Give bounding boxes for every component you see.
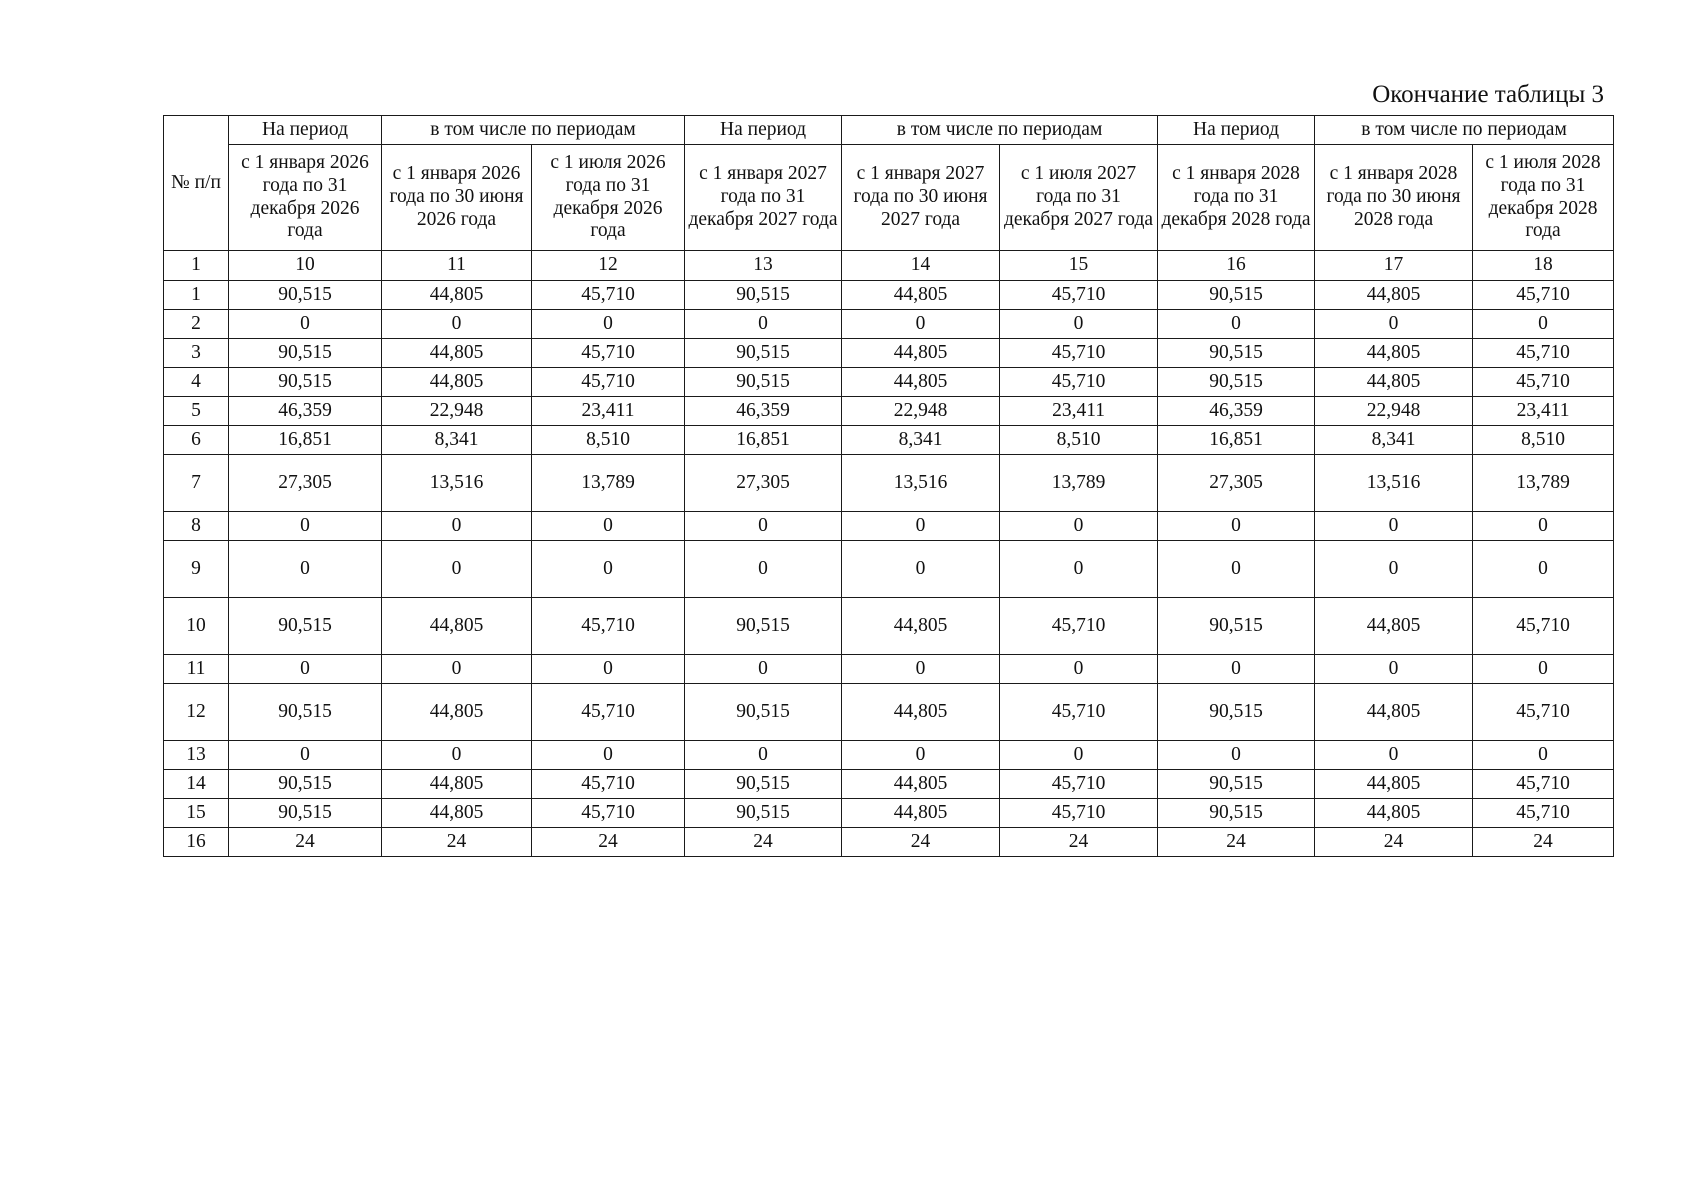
table-cell: 0 [532, 512, 685, 541]
table-cell: 13,516 [1315, 455, 1473, 512]
table-cell: 44,805 [842, 598, 1000, 655]
table-cell: 8,341 [1315, 426, 1473, 455]
table-row [164, 655, 1614, 684]
table-cell: 90,515 [1158, 368, 1315, 397]
table-cell: 0 [1315, 655, 1473, 684]
table-cell: 90,515 [229, 598, 382, 655]
row-number-cell: 9 [164, 541, 229, 598]
table-cell: 90,515 [685, 770, 842, 799]
row-number-cell: 1 [164, 281, 229, 310]
table-cell: 0 [1000, 310, 1158, 339]
table-cell: 13,789 [1000, 455, 1158, 512]
table-row [164, 339, 1614, 368]
table-cell: 90,515 [685, 339, 842, 368]
table-cell: 90,515 [229, 368, 382, 397]
row-number-cell: 5 [164, 397, 229, 426]
table-cell: 0 [1315, 741, 1473, 770]
table-cell: 0 [382, 310, 532, 339]
table-cell: 24 [1473, 828, 1614, 857]
column-number-cell: 1 [164, 251, 229, 281]
table-cell: 45,710 [532, 339, 685, 368]
table-cell: 24 [229, 828, 382, 857]
table-cell: 16,851 [229, 426, 382, 455]
table-row [164, 426, 1614, 455]
column-number-cell: 14 [842, 251, 1000, 281]
header-total-2027: На период [685, 116, 842, 145]
column-number-cell: 15 [1000, 251, 1158, 281]
table-cell: 44,805 [382, 770, 532, 799]
table-cell: 45,710 [1000, 770, 1158, 799]
table-cell: 90,515 [1158, 770, 1315, 799]
table-cell: 44,805 [382, 799, 532, 828]
table-cell: 44,805 [842, 770, 1000, 799]
table-cell: 0 [382, 541, 532, 598]
table-cell: 0 [1158, 541, 1315, 598]
table-row [164, 598, 1614, 655]
header-subgroup-2028: в том числе по периодам [1315, 116, 1614, 145]
table-cell: 0 [842, 741, 1000, 770]
table-cell: 0 [1000, 541, 1158, 598]
table-row [164, 368, 1614, 397]
table-cell: 0 [532, 655, 685, 684]
table-cell: 0 [842, 541, 1000, 598]
header-half2-2027: с 1 июля 2027 года по 31 декабря 2027 года [1000, 145, 1158, 251]
table-cell: 0 [1158, 741, 1315, 770]
table-cell: 13,789 [1473, 455, 1614, 512]
column-number-cell: 13 [685, 251, 842, 281]
table-cell: 44,805 [1315, 598, 1473, 655]
table-cell: 24 [1000, 828, 1158, 857]
table-row [164, 455, 1614, 512]
table-cell: 0 [842, 310, 1000, 339]
table-cell: 22,948 [842, 397, 1000, 426]
table-row [164, 684, 1614, 741]
table-cell: 90,515 [1158, 799, 1315, 828]
table-cell: 0 [382, 655, 532, 684]
table-row [164, 281, 1614, 310]
table-cell: 22,948 [1315, 397, 1473, 426]
table-cell: 8,341 [842, 426, 1000, 455]
table-cell: 90,515 [685, 368, 842, 397]
table-row [164, 397, 1614, 426]
row-number-cell: 16 [164, 828, 229, 857]
table-cell: 45,710 [532, 281, 685, 310]
table-cell: 90,515 [229, 799, 382, 828]
column-number-cell: 17 [1315, 251, 1473, 281]
table-row [164, 741, 1614, 770]
table-cell: 0 [1158, 512, 1315, 541]
table-cell: 90,515 [685, 598, 842, 655]
table-cell: 13,516 [842, 455, 1000, 512]
table-row [164, 512, 1614, 541]
table-cell: 0 [1473, 655, 1614, 684]
table-cell: 90,515 [1158, 281, 1315, 310]
table-cell: 0 [1158, 310, 1315, 339]
table-cell: 90,515 [685, 799, 842, 828]
table-cell: 13,516 [382, 455, 532, 512]
table-cell: 46,359 [229, 397, 382, 426]
table-cell: 44,805 [1315, 770, 1473, 799]
table-cell: 44,805 [1315, 684, 1473, 741]
table-cell: 27,305 [1158, 455, 1315, 512]
table-cell: 45,710 [532, 770, 685, 799]
table-cell: 44,805 [1315, 281, 1473, 310]
column-number-cell: 11 [382, 251, 532, 281]
table-cell: 45,710 [532, 598, 685, 655]
table-cell: 24 [532, 828, 685, 857]
table-cell: 0 [532, 741, 685, 770]
table-cell: 45,710 [1473, 281, 1614, 310]
table-cell: 22,948 [382, 397, 532, 426]
table-cell: 8,510 [532, 426, 685, 455]
table-cell: 0 [685, 741, 842, 770]
row-number-cell: 7 [164, 455, 229, 512]
header-row-number: № п/п [164, 116, 229, 251]
table-cell: 45,710 [1000, 339, 1158, 368]
table-cell: 45,710 [1473, 770, 1614, 799]
table-cell: 16,851 [685, 426, 842, 455]
table-cell: 0 [1000, 741, 1158, 770]
table-cell: 45,710 [1473, 368, 1614, 397]
table-cell: 0 [1473, 310, 1614, 339]
table-cell: 23,411 [532, 397, 685, 426]
table-cell: 45,710 [1000, 281, 1158, 310]
table-cell: 16,851 [1158, 426, 1315, 455]
table-cell: 0 [382, 741, 532, 770]
header-half1-2028: с 1 января 2028 года по 30 июня 2028 года [1315, 145, 1473, 251]
table-cell: 90,515 [229, 684, 382, 741]
header-half1-2027: с 1 января 2027 года по 30 июня 2027 года [842, 145, 1000, 251]
table-cell: 44,805 [842, 368, 1000, 397]
table-cell: 24 [842, 828, 1000, 857]
table-cell: 45,710 [1000, 368, 1158, 397]
table-cell: 90,515 [685, 281, 842, 310]
table-cell: 45,710 [1000, 684, 1158, 741]
table-row [164, 828, 1614, 857]
table-cell: 0 [1315, 512, 1473, 541]
data-table [163, 115, 1614, 857]
row-number-cell: 2 [164, 310, 229, 339]
table-cell: 0 [685, 541, 842, 598]
table-cell: 0 [1473, 541, 1614, 598]
column-number-cell: 18 [1473, 251, 1614, 281]
table-cell: 44,805 [842, 339, 1000, 368]
table-cell: 44,805 [382, 598, 532, 655]
row-number-cell: 10 [164, 598, 229, 655]
table-cell: 0 [382, 512, 532, 541]
table-cell: 44,805 [382, 368, 532, 397]
row-number-cell: 8 [164, 512, 229, 541]
table-cell: 0 [229, 541, 382, 598]
table-cell: 44,805 [842, 281, 1000, 310]
table-cell: 0 [229, 310, 382, 339]
table-cell: 44,805 [1315, 368, 1473, 397]
header-subgroup-2026: в том числе по периодам [382, 116, 685, 145]
table-cell: 44,805 [842, 799, 1000, 828]
table-row [164, 799, 1614, 828]
table-cell: 46,359 [1158, 397, 1315, 426]
header-subgroup-2027: в том числе по периодам [842, 116, 1158, 145]
row-number-cell: 14 [164, 770, 229, 799]
table-cell: 24 [382, 828, 532, 857]
row-number-cell: 13 [164, 741, 229, 770]
table-cell: 0 [1473, 741, 1614, 770]
column-number-cell: 16 [1158, 251, 1315, 281]
header-total-desc-2028: с 1 января 2028 года по 31 декабря 2028 года [1158, 145, 1315, 251]
table-cell: 90,515 [229, 339, 382, 368]
table-cell: 90,515 [1158, 684, 1315, 741]
column-number-row [164, 251, 1614, 281]
table-row [164, 770, 1614, 799]
table-cell: 45,710 [1473, 339, 1614, 368]
row-number-cell: 11 [164, 655, 229, 684]
table-cell: 0 [229, 655, 382, 684]
row-number-cell: 6 [164, 426, 229, 455]
table-cell: 45,710 [532, 368, 685, 397]
row-number-cell: 12 [164, 684, 229, 741]
table-cell: 90,515 [685, 684, 842, 741]
header-subcolumn-row [164, 145, 1614, 251]
table-cell: 90,515 [229, 281, 382, 310]
table-container [163, 115, 1614, 857]
table-cell: 8,510 [1473, 426, 1614, 455]
table-cell: 45,710 [1473, 799, 1614, 828]
table-cell: 0 [685, 310, 842, 339]
header-half2-2026: с 1 июля 2026 года по 31 декабря 2026 года [532, 145, 685, 251]
table-cell: 0 [685, 512, 842, 541]
header-group-row [164, 116, 1614, 145]
table-cell: 0 [229, 512, 382, 541]
table-cell: 0 [685, 655, 842, 684]
table-cell: 8,510 [1000, 426, 1158, 455]
table-cell: 0 [842, 655, 1000, 684]
table-caption: Окончание таблицы 3 [1372, 81, 1604, 108]
table-cell: 24 [1158, 828, 1315, 857]
table-cell: 90,515 [1158, 339, 1315, 368]
table-cell: 24 [1315, 828, 1473, 857]
table-cell: 0 [1473, 512, 1614, 541]
table-cell: 45,710 [1000, 799, 1158, 828]
table-cell: 45,710 [532, 799, 685, 828]
table-cell: 90,515 [1158, 598, 1315, 655]
table-cell: 13,789 [532, 455, 685, 512]
table-cell: 0 [1158, 655, 1315, 684]
table-cell: 44,805 [1315, 799, 1473, 828]
row-number-cell: 15 [164, 799, 229, 828]
table-cell: 44,805 [382, 339, 532, 368]
table-cell: 44,805 [382, 281, 532, 310]
table-cell: 45,710 [532, 684, 685, 741]
row-number-cell: 4 [164, 368, 229, 397]
header-total-desc-2027: с 1 января 2027 года по 31 декабря 2027 года [685, 145, 842, 251]
header-total-desc-2026: с 1 января 2026 года по 31 декабря 2026 года [229, 145, 382, 251]
table-row [164, 541, 1614, 598]
table-cell: 24 [685, 828, 842, 857]
table-cell: 90,515 [229, 770, 382, 799]
header-half2-2028: с 1 июля 2028 года по 31 декабря 2028 года [1473, 145, 1614, 251]
table-cell: 0 [1315, 310, 1473, 339]
table-cell: 45,710 [1000, 598, 1158, 655]
table-cell: 46,359 [685, 397, 842, 426]
table-cell: 27,305 [229, 455, 382, 512]
table-cell: 23,411 [1473, 397, 1614, 426]
table-cell: 44,805 [842, 684, 1000, 741]
table-cell: 0 [842, 512, 1000, 541]
table-cell: 44,805 [382, 684, 532, 741]
table-cell: 44,805 [1315, 339, 1473, 368]
header-half1-2026: с 1 января 2026 года по 30 июня 2026 года [382, 145, 532, 251]
header-total-2026: На период [229, 116, 382, 145]
column-number-cell: 10 [229, 251, 382, 281]
table-row [164, 310, 1614, 339]
table-body [164, 251, 1614, 857]
table-cell: 27,305 [685, 455, 842, 512]
table-cell: 0 [1000, 655, 1158, 684]
table-cell: 8,341 [382, 426, 532, 455]
table-cell: 0 [1000, 512, 1158, 541]
table-header [164, 116, 1614, 251]
table-cell: 23,411 [1000, 397, 1158, 426]
header-total-2028: На период [1158, 116, 1315, 145]
table-cell: 45,710 [1473, 684, 1614, 741]
table-cell: 0 [229, 741, 382, 770]
table-cell: 0 [1315, 541, 1473, 598]
table-cell: 0 [532, 310, 685, 339]
table-cell: 45,710 [1473, 598, 1614, 655]
table-cell: 0 [532, 541, 685, 598]
column-number-cell: 12 [532, 251, 685, 281]
row-number-cell: 3 [164, 339, 229, 368]
